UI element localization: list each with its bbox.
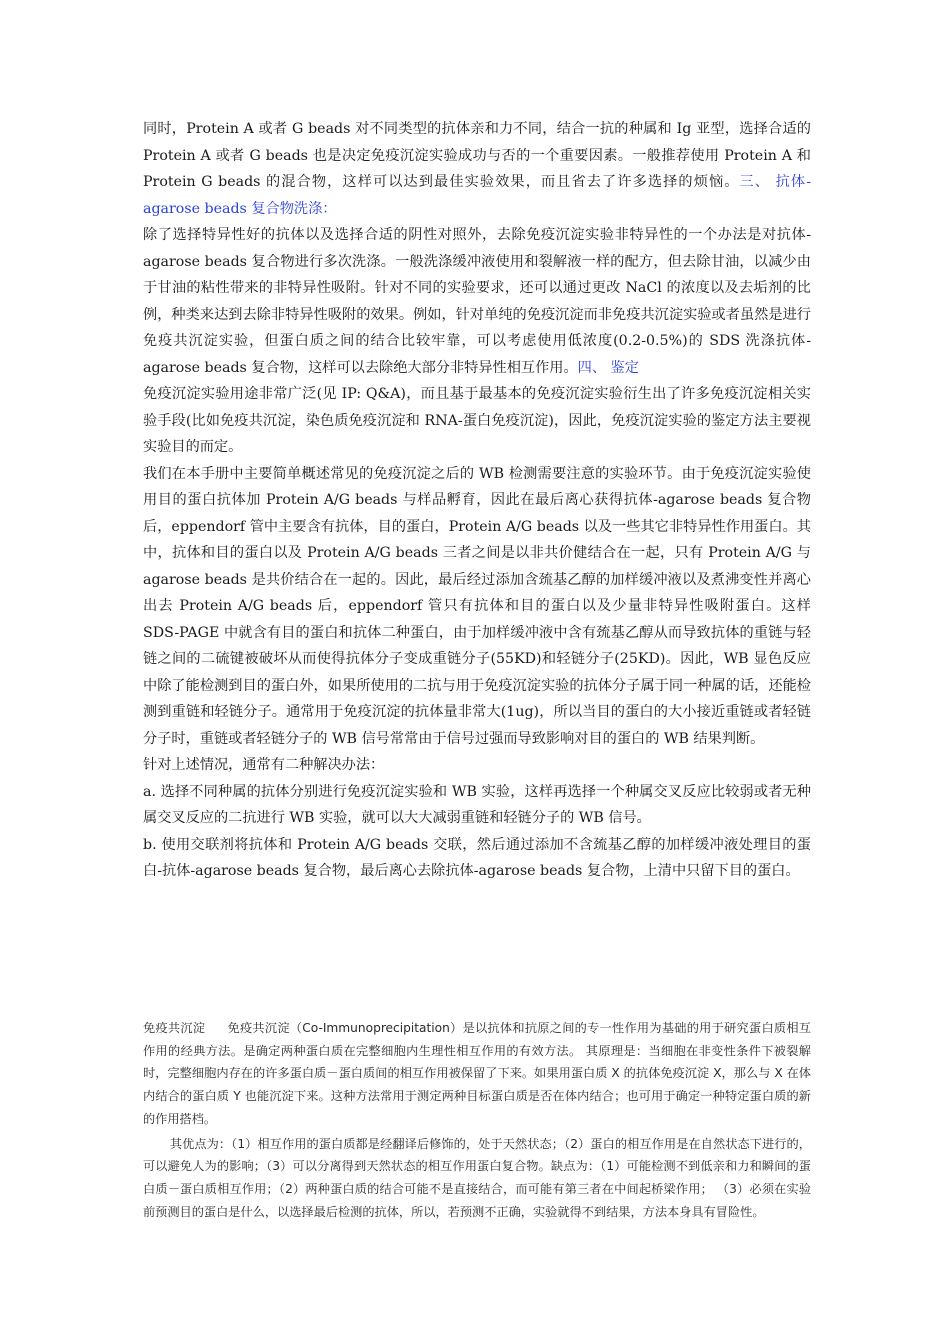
- paragraph-washing: [143, 222, 811, 381]
- coip-section: [143, 1017, 811, 1223]
- main-body-text: [143, 116, 811, 885]
- list-item-solution-a: a. 选择不同种属的抗体分别进行免疫沉淀实验和 WB 实验，这样再选择一个种属交叉反应比较弱或者无种属交叉反应的二抗进行 WB 实验，就可以大大减弱重链和轻链分子的 WB 信号。: [143, 783, 811, 826]
- coip-pros-cons-paragraph: 其优点为：（1）相互作用的蛋白质都是经翻译后修饰的，处于天然状态；（2）蛋白的相互作用是在自然状态下进行的，可以避免人为的影响；（3）可以分离得到天然状态的相互作用蛋白复合物。缺点为：（1）可能检测不到低亲和力和瞬间的蛋白质－蛋白质相互作用；（2）两种蛋白质的结合可能不是直接结合，而可能有第三者在中间起桥梁作用； （3）必须在实验前预测目的蛋白是什么，以选择最后检测的抗体，所以，若预测不正确，实验就得不到结果，方法本身具有冒险性。: [143, 1136, 812, 1219]
- section-heading-identification: 四、 鉴定: [577, 359, 639, 376]
- paragraph-wb-detection: 我们在本手册中主要简单概述常见的免疫沉淀之后的 WB 检测需要注意的实验环节。由于免疫沉淀实验使用目的蛋白抗体加 Protein A/G beads 与样品孵育，因此在最后离心获得抗体-agarose beads 复合物后，eppendorf 管中主要含有抗体，目的蛋白，Protein A/G beads 以及一些其它非特异性作用蛋白。其中，抗体和目的蛋白以及 Protein A/G beads 三者之间是以非共价健结合在一起，只有 Protein A/G 与 agarose beads 是共价结合在一起的。因此，最后经过添加含巯基乙醇的加样缓冲液以及煮沸变性并离心出去 Protein A/G beads 后，eppendorf 管只有抗体和目的蛋白以及少量非特异性吸附蛋白。这样 SDS-PAGE 中就含有目的蛋白和抗体二种蛋白，由于加样缓冲液中含有巯基乙醇从而导致抗体的重链与轻链之间的二硫键被破坏从而使得抗体分子变成重链分子(55KD)和轻链分子(25KD)。因此，WB 显色反应中除了能检测到目的蛋白外，如果所使用的二抗与用于免疫沉淀实验的抗体分子属于同一种属的话，还能检测到重链和轻链分子。通常用于免疫沉淀的抗体量非常大(1ug)，所以当目的蛋白的大小接近重链或者轻链分子时，重链或者轻链分子的 WB 信号常常由于信号过强而导致影响对目的蛋白的 WB 结果判断。: [143, 465, 811, 747]
- coip-intro-paragraph: [143, 1017, 811, 1131]
- paragraph-identification: 免疫沉淀实验用途非常广泛(见 IP: Q&A)，而且基于最基本的免疫沉淀实验衍生出了许多免疫沉淀相关实验手段(比如免疫共沉淀，染色质免疫沉淀和 RNA-蛋白免疫沉淀)，因此，免疫沉淀实验的鉴定方法主要视实验目的而定。: [143, 386, 811, 455]
- list-item-solution-b: b. 使用交联剂将抗体和 Protein A/G beads 交联，然后通过添加不含巯基乙醇的加样缓冲液处理目的蛋白-抗体-agarose beads 复合物，最后离心去除抗体-agarose beads 复合物，上清中只留下目的蛋白。: [143, 836, 811, 879]
- paragraph-text: 除了选择特异性好的抗体以及选择合适的阴性对照外，去除免疫沉淀实验非特异性的一个办法是对抗体-agarose beads 复合物进行多次洗涤。一般洗涤缓冲液使用和裂解液一样的配方，但去除甘油，以减少由于甘油的粘性带来的非特异性吸附。针对不同的实验要求，还可以通过更改 NaCl 的浓度以及去垢剂的比例，种类来达到去除非特异性吸附的效果。例如，针对单纯的免疫沉淀而非免疫共沉淀实验或者虽然是进行免疫共沉淀实验，但蛋白质之间的结合比较牢靠，可以考虑使用低浓度(0.2-0.5%)的 SDS 洗涤抗体-agarose beads 复合物，这样可以去除绝大部分非特异性相互作用。: [143, 227, 811, 376]
- coip-intro-text: 免疫共沉淀（Co-Immunoprecipitation）是以抗体和抗原之间的专一性作用为基础的用于研究蛋白质相互作用的经典方法。是确定两种蛋白质在完整细胞内生理性相互作用的有效方法。 其原理是：当细胞在非变性条件下被裂解时，完整细胞内存在的许多蛋白质－蛋白质间的相互作用被保留了下来。如果用蛋白质 X 的抗体免疫沉淀 X，那么与 X 在体内结合的蛋白质 Y 也能沉淀下来。这种方法常用于测定两种目标蛋白质是否在体内结合；也可用于确定一种特定蛋白质的新的作用搭档。: [143, 1021, 811, 1126]
- paragraph-solutions-intro: 针对上述情况，通常有二种解决办法：: [143, 757, 385, 773]
- section-heading-washing: 三、 抗体-agarose beads 复合物洗涤：: [143, 174, 811, 217]
- paragraph-text: 同时，Protein A 或者 G beads 对不同类型的抗体亲和力不同，结合一抗的种属和 Ig 亚型，选择合适的 Protein A 或者 G beads 也是决定免疫沉淀实验成功与否的一个重要因素。一般推荐使用 Protein A 和 Protein G beads 的混合物，这样可以达到最佳实验效果，而且省去了许多选择的烦恼。: [143, 121, 811, 190]
- paragraph-protein-ag: [143, 116, 811, 222]
- coip-label: 免疫共沉淀: [143, 1021, 206, 1035]
